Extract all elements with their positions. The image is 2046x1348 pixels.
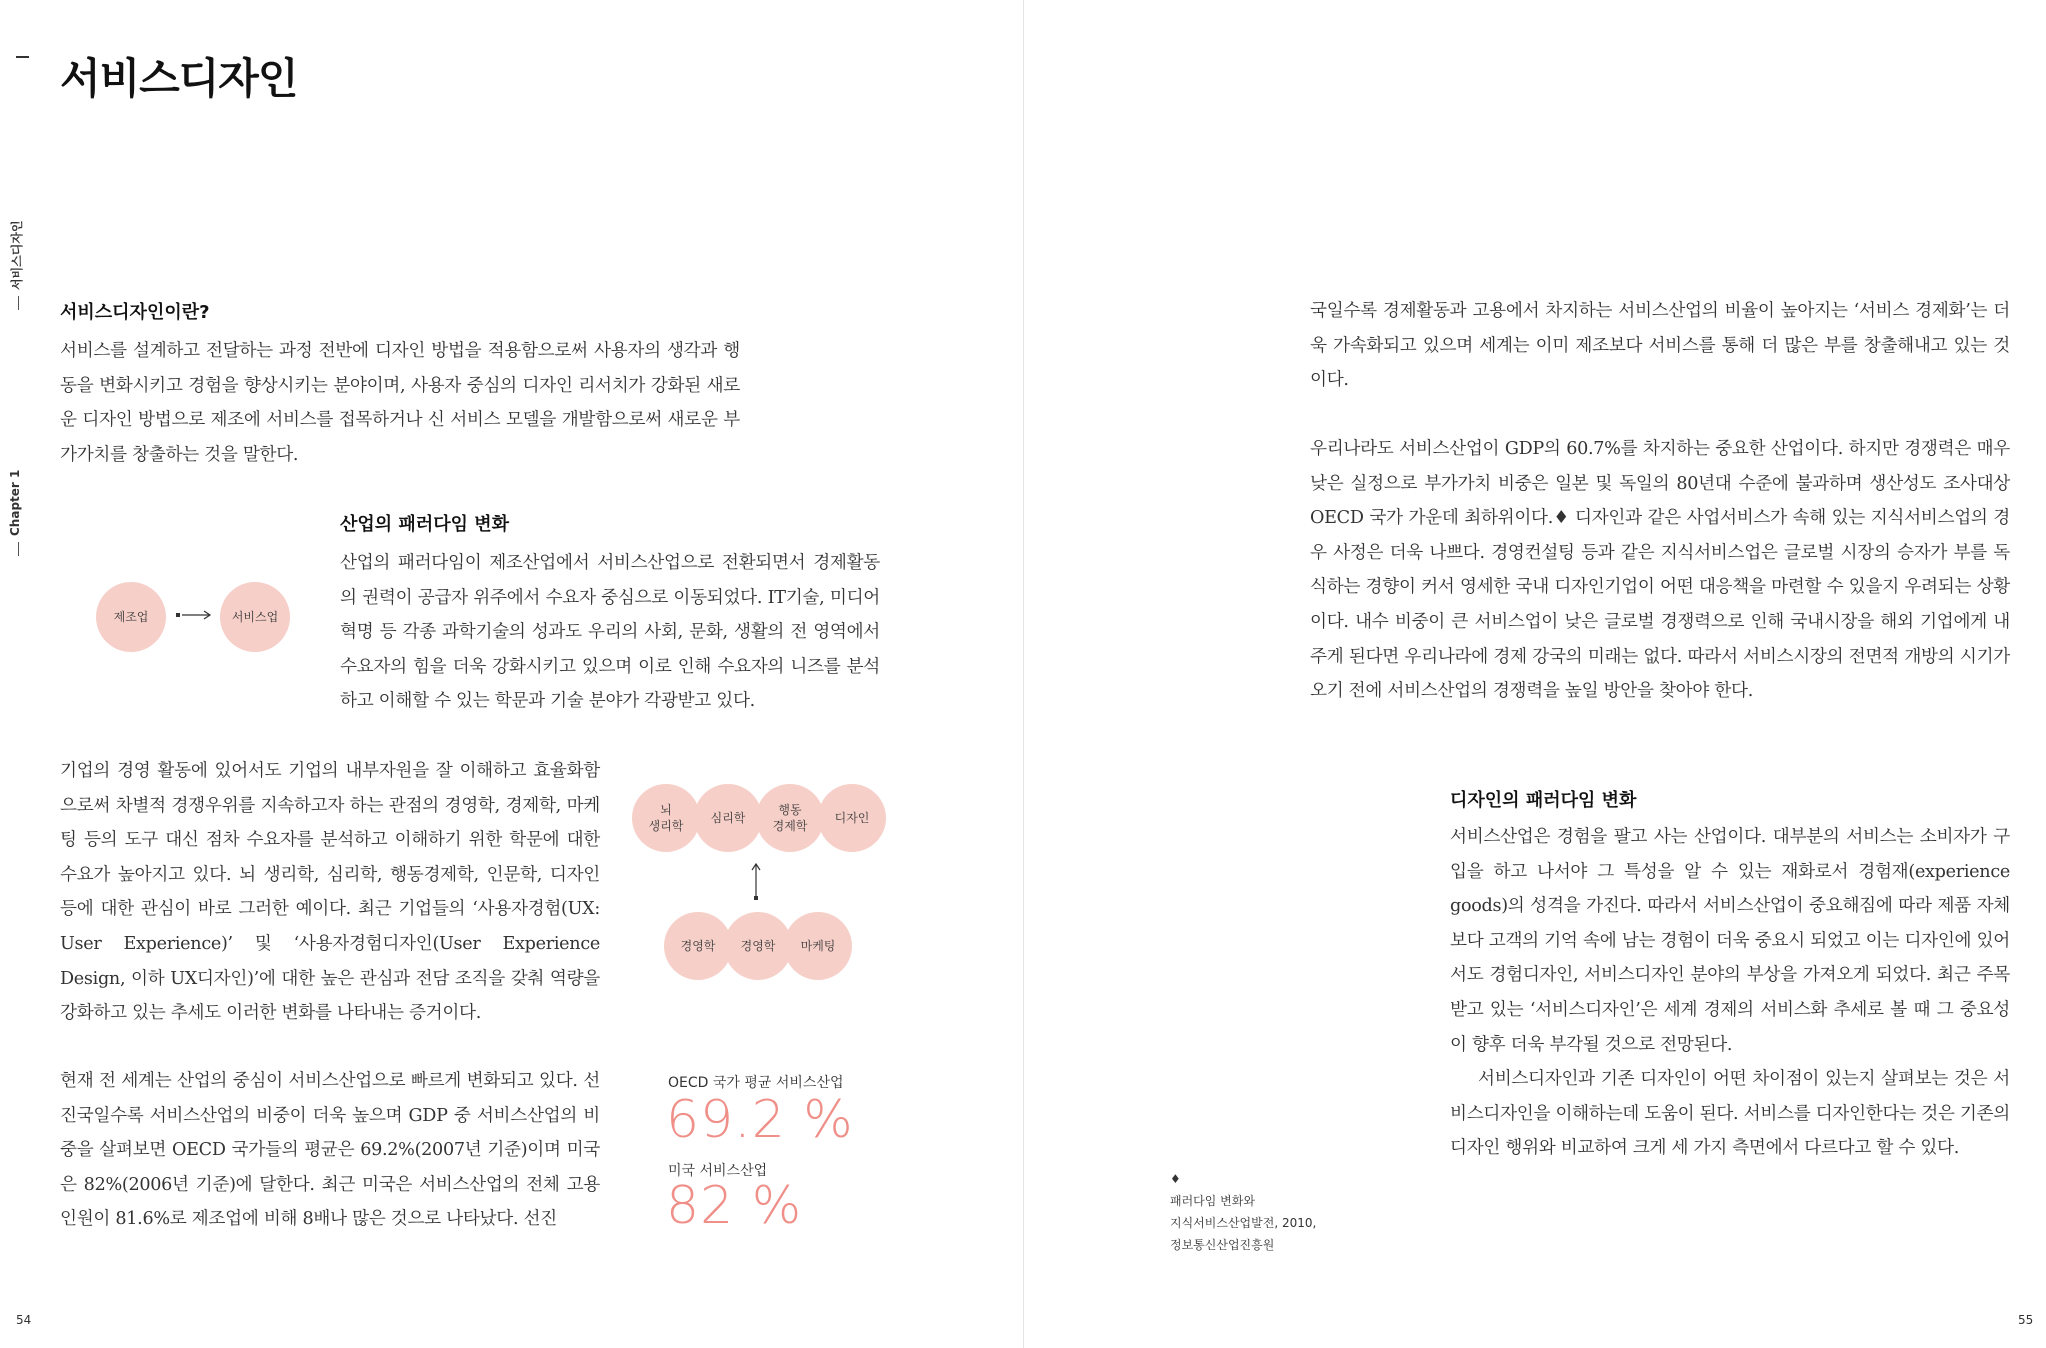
- diagram-node: 심리학: [694, 784, 762, 852]
- arrow-up-icon: [748, 862, 764, 904]
- diagram-node: 서비스업: [220, 582, 290, 652]
- footnote-mark: ♦: [1170, 1172, 1181, 1186]
- section-heading: 산업의 패러다임 변화: [340, 514, 510, 535]
- page-title: 서비스디자인: [60, 54, 298, 103]
- body-paragraph: 현재 전 세계는 산업의 중심이 서비스산업으로 빠르게 변화되고 있다. 선진국일수록 서비스산업의 비중이 더욱 높으며 GDP 중 서비스산업의 비중을 살펴보면 OECD 국가들의 평균은 69.2%(2007년 기준)이며 미국은 82%(2006년 기준)에 달한다. 최근 미국은 서비스산업의 전체 고용인원이 81.6%로 제조업에 비해 8배나 많은 것으로 나타났다. 선진: [60, 1071, 600, 1230]
- diagram-node: 뇌 생리학: [632, 784, 700, 852]
- stat-value: 69.2 %: [666, 1090, 854, 1150]
- section-body: 산업의 패러다임이 제조산업에서 서비스산업으로 전환되면서 경제활동의 권력이 공급자 위주에서 수요자 중심으로 이동되었다. IT기술, 미디어 혁명 등 각종 과학기술의 성과도 우리의 사회, 문화, 생활의 전 영역에서 수요자의 힘을 더욱 강화시키고 있으며 이로 인해 수요자의 니즈를 분석하고 이해할 수 있는 학문과 기술 분야가 각광받고 있다.: [340, 553, 880, 712]
- side-tick: [18, 296, 19, 310]
- page-number: 54: [16, 1313, 32, 1327]
- footnote-line: 패러다임 변화와: [1170, 1194, 1255, 1208]
- side-tick: [18, 542, 19, 556]
- footnote-line: 지식서비스산업발전, 2010,: [1170, 1216, 1317, 1230]
- page-number: 55: [2018, 1313, 2034, 1327]
- section-heading: 디자인의 패러다임 변화: [1450, 790, 1637, 811]
- body-paragraph: 우리나라도 서비스산업이 GDP의 60.7%를 차지하는 중요한 산업이다. 하지만 경쟁력은 매우 낮은 실정으로 부가가치 비중은 일본 및 독일의 80년대 수준에 불과하며 생산성도 조사대상 OECD 국가 가운데 최하위이다.♦ 디자인과 같은 사업서비스가 속해 있는 지식서비스업의 경우 사정은 더욱 나쁘다. 경영컨설팅 등과 같은 지식서비스업은 글로벌 시장의 승자가 부를 독식하는 경향이 커서 영세한 국내 디자인기업이 어떤 대응책을 마련할 수 있을지 우려되는 상황이다. 내수 비중이 큰 서비스업이 낮은 글로벌 경쟁력으로 인해 국내시장을 해외 기업에게 내주게 된다면 우리나라에 경제 강국의 미래는 없다. 따라서 서비스시장의 전면적 개방의 시기가 오기 전에 서비스산업의 경쟁력을 높일 방안을 찾아야 한다.: [1310, 439, 2010, 702]
- footnote: [1170, 1168, 1316, 1256]
- diagram-node: 행동 경제학: [756, 784, 824, 852]
- right-page: [1024, 0, 2046, 1348]
- diagram-node: 경영학: [664, 912, 732, 980]
- stat-label: OECD 국가 평균 서비스산업: [668, 1075, 844, 1091]
- diagram-node: 제조업: [96, 582, 166, 652]
- footnote-line: 정보통신산업진흥원: [1170, 1238, 1275, 1252]
- section-body: 서비스디자인과 기존 디자인이 어떤 차이점이 있는지 살펴보는 것은 서비스디자인을 이해하는데 도움이 된다. 서비스를 디자인한다는 것은 기존의 디자인 행위와 비교하여 크게 세 가지 측면에서 다르다고 할 수 있다.: [1450, 1069, 2010, 1159]
- side-label-section: 서비스디자인: [10, 220, 24, 290]
- arrow-right-icon: [176, 607, 220, 623]
- body-paragraph: 국일수록 경제활동과 고용에서 차지하는 서비스산업의 비율이 높아지는 ‘서비스 경제화’는 더욱 가속화되고 있으며 세계는 이미 제조보다 서비스를 통해 더 많은 부를 창출해내고 있는 것이다.: [1310, 301, 2010, 391]
- body-paragraph: 기업의 경영 활동에 있어서도 기업의 내부자원을 잘 이해하고 효율화함으로써 차별적 경쟁우위를 지속하고자 하는 관점의 경영학, 경제학, 마케팅 등의 도구 대신 점차 수요자를 분석하고 이해하기 위한 학문에 대한 수요가 높아지고 있다. 뇌 생리학, 심리학, 행동경제학, 인문학, 디자인 등에 대한 관심이 바로 그러한 예이다. 최근 기업들의 ‘사용자경험(UX: User Experience)’ 및 ‘사용자경험디자인(User Experience Design, 이하 UX디자인)’에 대한 높은 관심과 전담 조직을 갖춰 역량을 강화하고 있는 추세도 이러한 변화를 나타내는 증거이다.: [60, 761, 600, 1024]
- top-rule: [16, 56, 29, 58]
- diagram-node: 경영학: [724, 912, 792, 980]
- section-heading: 서비스디자인이란?: [60, 302, 210, 323]
- stat-value: 82 %: [666, 1176, 803, 1236]
- diagram-node: 마케팅: [784, 912, 852, 980]
- diagram-node: 디자인: [818, 784, 886, 852]
- stat-label: 미국 서비스산업: [668, 1163, 768, 1179]
- section-body: 서비스산업은 경험을 팔고 사는 산업이다. 대부분의 서비스는 소비자가 구입을 하고 나서야 그 특성을 알 수 있는 재화로서 경험재(experience goods)의 성격을 가진다. 따라서 서비스산업이 중요해짐에 따라 제품 자체보다 고객의 기억 속에 남는 경험이 더욱 중요시 되었고 이는 디자인에 있어서도 경험디자인, 서비스디자인 분야의 부상을 가져오게 되었다. 최근 주목 받고 있는 ‘서비스디자인’은 세계 경제의 서비스화 추세로 볼 때 그 중요성이 향후 더욱 부각될 것으로 전망된다.: [1450, 827, 2010, 1055]
- section-body: 서비스를 설계하고 전달하는 과정 전반에 디자인 방법을 적용함으로써 사용자의 생각과 행동을 변화시키고 경험을 향상시키는 분야이며, 사용자 중심의 디자인 리서치가 강화된 새로운 디자인 방법으로 제조에 서비스를 접목하거나 신 서비스 모델을 개발함으로써 새로운 부가가치를 창출하는 것을 말한다.: [60, 341, 740, 465]
- side-label-chapter: Chapter 1: [8, 469, 22, 536]
